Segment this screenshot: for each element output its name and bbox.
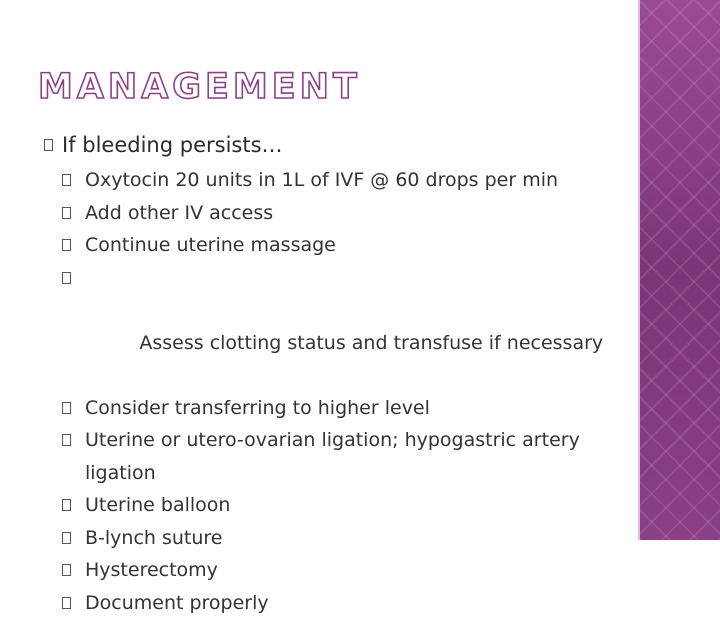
sub-bullet-text: Document properly <box>85 592 269 614</box>
sub-bullet-list <box>44 164 634 619</box>
sub-bullet-text: Uterine or utero-ovarian ligation; hypogastric artery ligation <box>85 429 580 484</box>
sub-bullet-item <box>62 229 634 262</box>
bullet-box-icon <box>62 207 71 219</box>
bullet-box-icon <box>62 597 71 609</box>
bullet-level1-text: If bleeding persists… <box>62 133 283 157</box>
sub-bullet-text: Oxytocin 20 units in 1L of IVF @ 60 drops per min <box>85 169 558 191</box>
slide-title: MANAGEMENT <box>38 70 361 105</box>
sub-bullet-item <box>62 262 634 392</box>
sub-bullet-text: Continue uterine massage <box>85 234 336 256</box>
sub-bullet-item <box>62 554 634 587</box>
sub-bullet-text: Uterine balloon <box>85 494 230 516</box>
sub-bullet-text: Add other IV access <box>85 202 273 224</box>
sub-bullet-item <box>62 489 634 522</box>
sub-bullet-item <box>62 424 630 489</box>
decorative-side-strip <box>640 0 720 540</box>
bullet-box-icon <box>62 174 71 186</box>
bullet-box-icon <box>62 532 71 544</box>
sub-bullet-item <box>62 164 634 197</box>
bullet-box-icon <box>62 272 71 284</box>
bullet-box-icon <box>62 434 71 446</box>
bullet-box-icon <box>62 499 71 511</box>
sub-bullet-text: Hysterectomy <box>85 559 218 581</box>
sub-bullet-text: B-lynch suture <box>85 527 223 549</box>
sub-bullet-text: Assess clotting status and transfuse if necessary <box>133 332 603 354</box>
slide-content <box>44 130 634 619</box>
sub-bullet-item <box>62 522 634 555</box>
sub-bullet-item <box>62 587 634 619</box>
sub-bullet-item <box>62 392 634 425</box>
bullet-level1 <box>44 130 634 160</box>
bullet-box-icon <box>62 239 71 251</box>
sub-bullet-text: Consider transferring to higher level <box>85 397 430 419</box>
bullet-box-icon <box>62 564 71 576</box>
bullet-box-icon <box>62 402 71 414</box>
bullet-box-icon <box>44 139 53 151</box>
sub-bullet-item <box>62 197 634 230</box>
